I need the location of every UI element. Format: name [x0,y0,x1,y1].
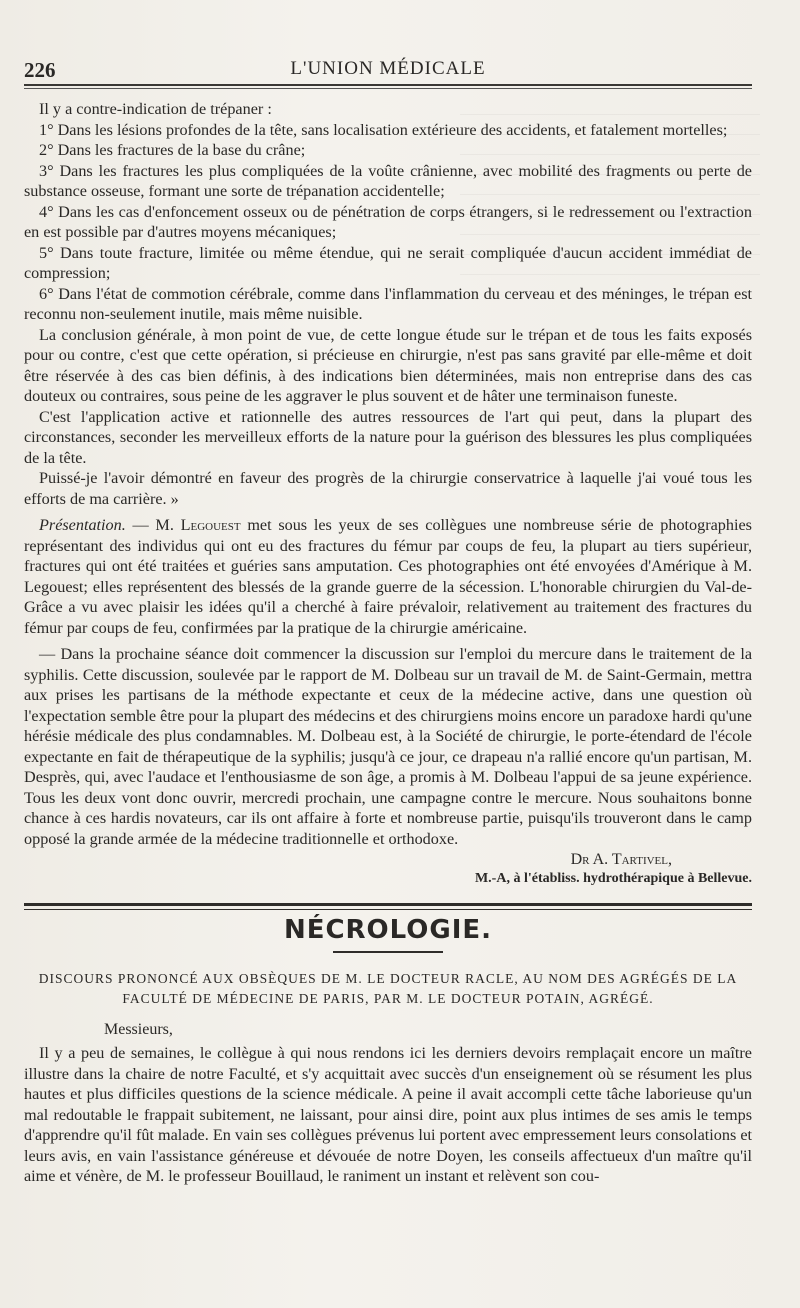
contraindication-item: 6° Dans l'état de commotion cérébrale, comme dans l'inflammation du cerveau et des méninges, le trépan est reconnu non-seulement inutile, mais même nuisible. [24,284,752,323]
contraindication-item: 2° Dans les fractures de la base du crâne; [39,141,306,159]
contraindication-intro: Il y a contre-indication de trépaner : [39,100,272,118]
application-paragraph: C'est l'application active et rationnelle des autres ressources de l'art qui peut, dans la plupart des circonstances, seconder les merveilleux efforts de la nature pour la guérison des blessures les plus compliquées de la tête. [24,407,752,467]
section-double-rule [24,903,752,910]
necrologie-body [24,1043,752,1187]
presentation-label: Présentation. [39,516,126,534]
necrologie-paragraph: Il y a peu de semaines, le collègue à qui nous rendons ici les derniers devoirs remplaçait encore un maître illustre dans la chaire de notre Faculté, et s'y acquittait avec succès d'un enseignement où se résument les plus hautes et plus difficiles questions de la science médicale. A peine il avait accompli cette tâche laborieuse qu'un mal redoutable le frappait subitement, ne laissant, pour ainsi dire, point aux plus intimes de ses amis le temps d'apprendre qu'il fût malade. En vain ses collègues prévenus lui portent avec empressement leurs consolations et leurs avis, en vain l'assistance généreuse et dévouée de notre Doyen, les conseils affectueux d'un maître qu'il aime et vénère, de M. le professeur Bouillaud, le raniment un instant et relèvent son cou- [24,1044,752,1185]
contraindication-item: 5° Dans toute fracture, limitée ou même étendue, qui ne serait compliquée d'aucun accident immédiat de compression; [24,243,752,282]
discours-heading: DISCOURS PRONONCÉ AUX OBSÈQUES DE M. LE DOCTEUR RACLE, AU NOM DES AGRÉGÉS DE LA FACULTÉ DE MÉDECINE DE PARIS, PAR M. LE DOCTEUR POTAIN, AGRÉGÉ. [38,971,738,1006]
contraindication-item: 3° Dans les fractures les plus compliquées de la voûte crânienne, avec mobilité des fragments ou perte de substance osseuse, formant une sorte de trépanation accidentelle; [24,161,752,200]
presentation-name: Legouest [180,516,241,534]
page-number: 226 [24,58,56,82]
conclusion-paragraph: La conclusion générale, à mon point de vue, de cette longue étude sur le trépan et de tous les faits exposés pour ou contre, c'est que cette opération, si précieuse en chirurgie, n'est pas sans gravité par elle-même et doit être réservée à des cas bien définis, à des indications bien déterminées, mais non entreprise dans des cas douteux ou contraires, sous peine de les aggraver le plus souvent et de hâter une terminaison funeste. [24,325,752,405]
contraindication-item: 4° Dans les cas d'enfoncement osseux ou de pénétration de corps étrangers, si le redressement ou l'extraction en est possible par d'autres moyens mécaniques; [24,202,752,241]
contraindication-item: 1° Dans les lésions profondes de la tête, sans localisation extérieure des accidents, et fatalement mortelles; [39,120,728,139]
signature-role: M.-A, à l'établiss. hydrothérapique à Bellevue. [474,871,752,886]
running-head [24,50,752,86]
necrologie-title: NÉCROLOGIE. [283,915,493,945]
signature-name: Dr A. Tartivel, [570,851,672,868]
header-rule [24,88,752,89]
presentation-text: met sous les yeux de ses collègues une nombreuse série de photographies représentant des individus qui ont eu des fractures du fémur par coups de feu, la plupart au tiers supérieur, fractures qui ont été traitées et guéries sans amputation. Ces photographies ont été envoyées d'Amérique à M. Legouest; elles représentent des blessés de la grande guerre de la sécession. L'honorable chirurgien du Val-de-Grâce a vu avec plaisir les idées qu'il a cherché à faire prévaloir, relativement au traitement des fractures du fémur par coups de feu, confirmées par la pratique de la chirurgie américaine. [24,516,752,637]
salutation: Messieurs, [104,1021,173,1038]
syphilis-paragraph: — Dans la prochaine séance doit commencer la discussion sur l'emploi du mercure dans le traitement de la syphilis. Cette discussion, soulevée par le rapport de M. Dolbeau sur un travail de M. de Saint-Germain, mettra aux prises les partisans de la méthode expectante et ceux de la médecine active, dans une question où l'expectation semble être pour la plupart des médecins et des chirurgiens moins encore un paradoxe hardi qu'une hérésie médicale des plus condamnables. M. Dolbeau est, à la Société de chirurgie, le porte-étendard de l'école expectante en fait de thérapeutique de la syphilis; jusqu'à ce jour, ce drapeau n'a rallié encore qu'un partisan, M. Desprès, qui, avec l'audace et l'enthousiasme de son âge, a promis à M. Dolbeau l'appui de sa jeune expérience. Tous les deux vont donc ouvrir, mercredi prochain, une campagne contre le mercure. Nous souhaitons bonne chance à ces hardis novateurs, car ils ont affaire à forte et nombreuse partie, puisqu'ils trouveront dans le camp opposé la grande armée de la médecine traditionnelle et orthodoxe. [24,645,752,848]
title-rule [333,951,443,953]
signature [24,851,752,887]
article-body [24,99,752,849]
puisse-paragraph: Puissé-je l'avoir démontré en faveur des progrès de la chirurgie conservatrice à laquelle j'ai voué tous les efforts de ma carrière. » [24,469,752,508]
presentation-dash: — M. [125,516,181,534]
presentation-paragraph [24,515,752,638]
journal-title: L'UNION MÉDICALE [290,58,486,79]
